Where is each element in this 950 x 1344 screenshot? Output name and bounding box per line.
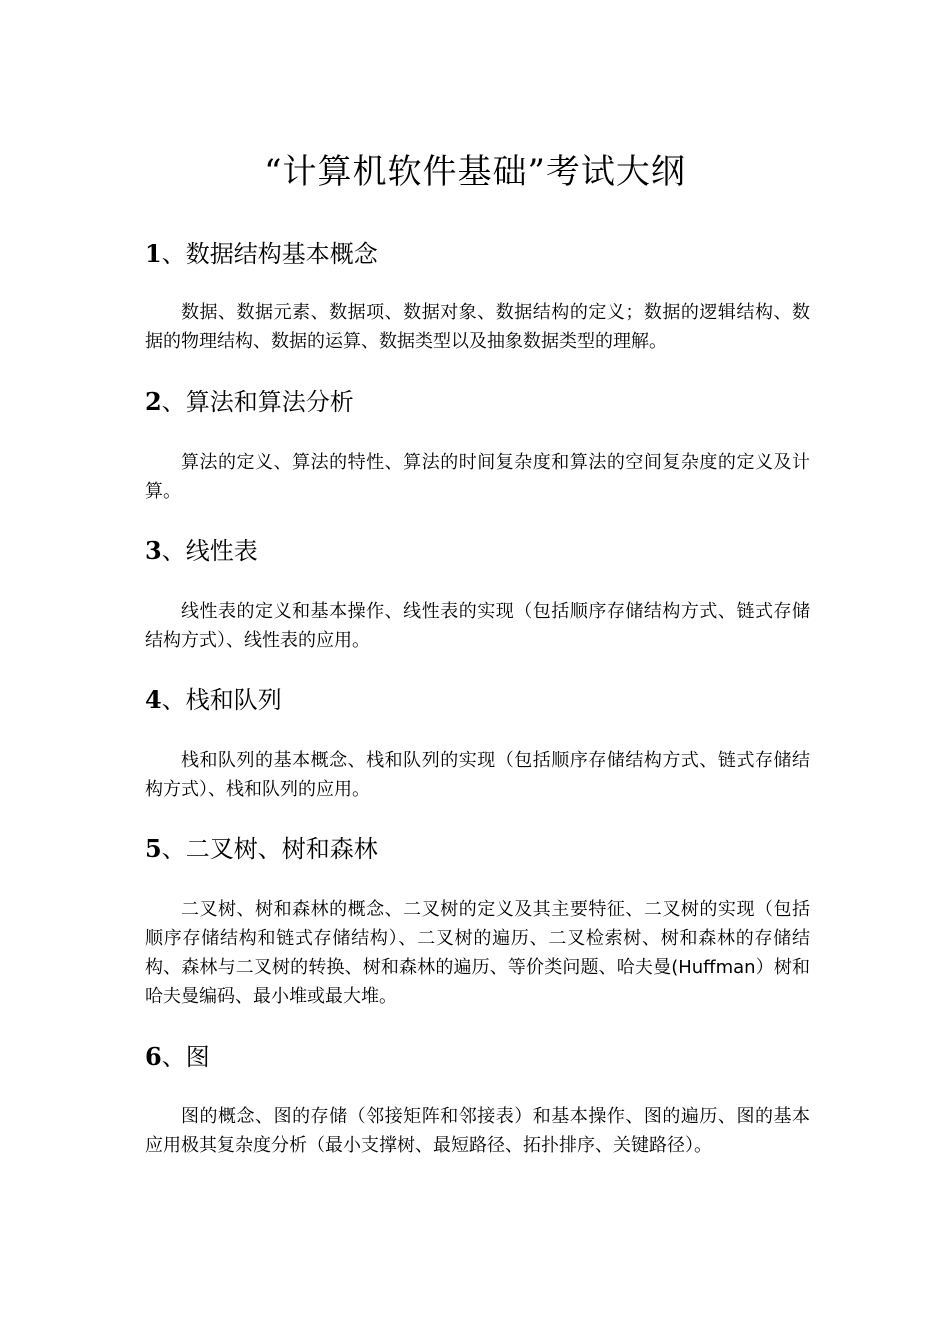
section-separator: 、 — [161, 537, 186, 565]
section-heading-1 — [145, 238, 378, 270]
section-separator: 、 — [161, 388, 186, 416]
section-separator: 、 — [161, 240, 186, 268]
document-title: “计算机软件基础”考试大纲 — [264, 152, 686, 192]
section-body-5: 二叉树、树和森林的概念、二叉树的定义及其主要特征、二叉树的实现（包括顺序存储结构和链式存储结构）、二叉树的遍历、二叉检索树、树和森林的存储结构、森林与二叉树的转换、树和森林的遍历、等价类问题、哈夫曼(Huffman）树和哈夫曼编码、最小堆或最大堆。 — [145, 899, 810, 1007]
section-body-3: 线性表的定义和基本操作、线性表的实现（包括顺序存储结构方式、链式存储结构方式）、线性表的应用。 — [145, 601, 810, 651]
section-title: 数据结构基本概念 — [185, 240, 378, 268]
section-body-4: 栈和队列的基本概念、栈和队列的实现（包括顺序存储结构方式、链式存储结构方式）、栈和队列的应用。 — [145, 750, 810, 800]
section-number: 3 — [145, 536, 162, 565]
section-heading-6 — [145, 1041, 210, 1073]
section-heading-2 — [145, 386, 354, 418]
section-separator: 、 — [161, 1043, 186, 1071]
section-body-6: 图的概念、图的存储（邻接矩阵和邻接表）和基本操作、图的遍历、图的基本应用极其复杂度分析（最小支撑树、最短路径、拓扑排序、关键路径）。 — [145, 1106, 810, 1156]
section-number: 6 — [145, 1042, 162, 1071]
section-heading-3 — [145, 535, 258, 567]
section-title: 线性表 — [185, 537, 258, 565]
section-heading-4 — [145, 684, 282, 716]
section-title: 二叉树、树和森林 — [185, 835, 378, 863]
section-number: 4 — [145, 685, 162, 714]
section-number: 5 — [145, 834, 162, 863]
section-body-1: 数据、数据元素、数据项、数据对象、数据结构的定义；数据的逻辑结构、数据的物理结构、数据的运算、数据类型以及抽象数据类型的理解。 — [145, 302, 810, 352]
section-number: 2 — [145, 387, 162, 416]
section-number: 1 — [145, 239, 162, 268]
section-title: 栈和队列 — [185, 686, 282, 714]
section-separator: 、 — [161, 835, 186, 863]
section-separator: 、 — [161, 686, 186, 714]
section-title: 图 — [185, 1043, 210, 1071]
section-title: 算法和算法分析 — [185, 388, 354, 416]
section-body-2: 算法的定义、算法的特性、算法的时间复杂度和算法的空间复杂度的定义及计算。 — [145, 452, 810, 502]
section-heading-5 — [145, 833, 378, 865]
